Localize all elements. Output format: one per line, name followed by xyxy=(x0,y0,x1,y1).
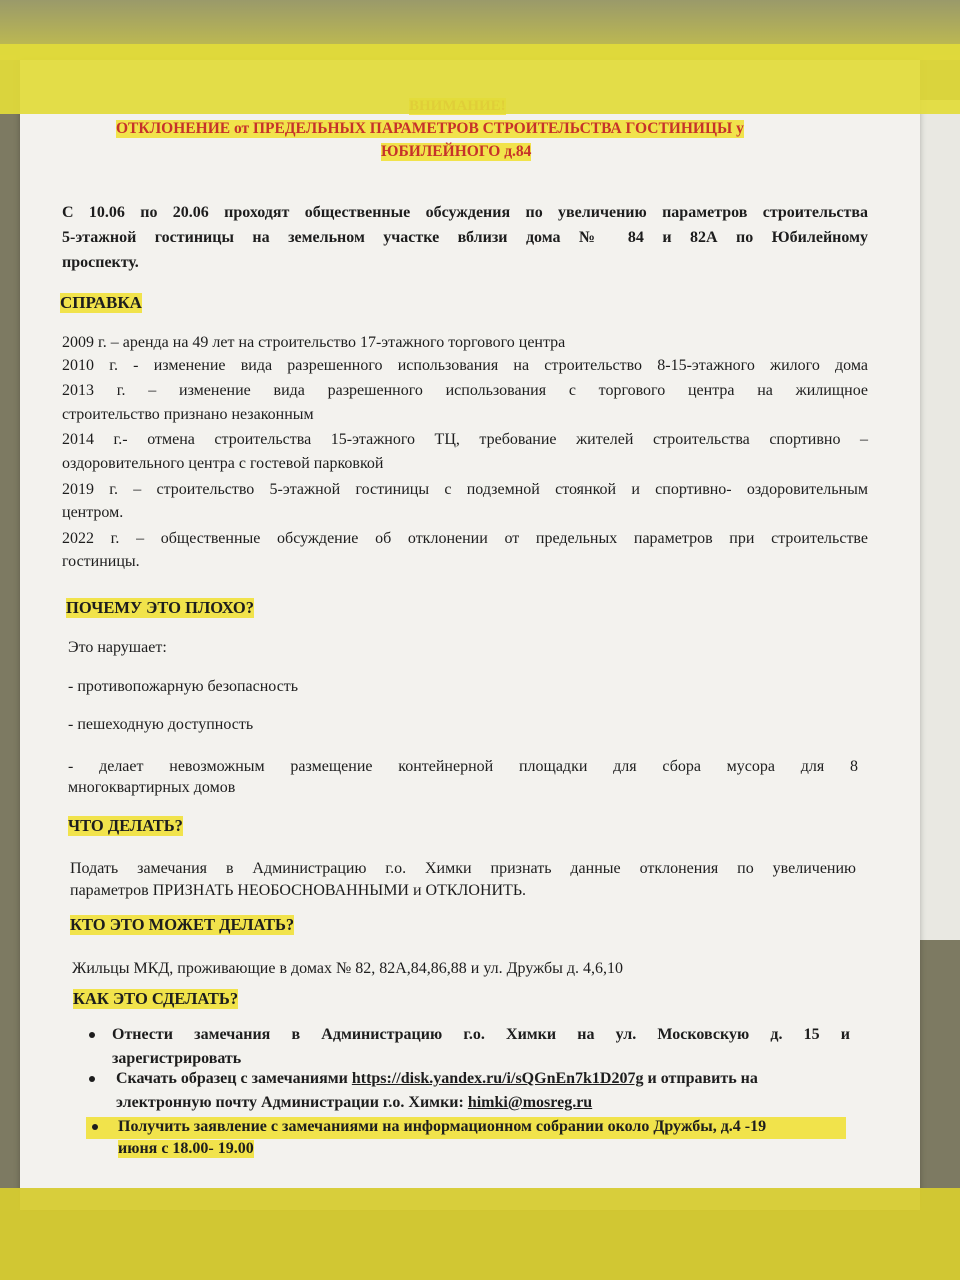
title-line-1: ОТКЛОНЕНИЕ от ПРЕДЕЛЬНЫХ ПАРАМЕТРОВ СТРОИТЕЛЬСТВА ГОСТИНИЦЫ у xyxy=(116,120,744,137)
why-bad-item: - делает невозможным размещение контейнерной площадки для сбора мусора для 8 xyxy=(68,758,858,775)
intro-line-3: проспекту. xyxy=(62,254,139,271)
who-text: Жильцы МКД, проживающие в домах № 82, 82А,84,86,88 и ул. Дружбы д. 4,6,10 xyxy=(72,960,624,977)
how-step-2-line-1 xyxy=(116,1070,758,1088)
bullet-icon xyxy=(92,1124,98,1130)
how-step-2-email-label: электронную почту Администрации г.о. Химки: xyxy=(116,1094,468,1111)
who-heading: КТО ЭТО МОЖЕТ ДЕЛАТЬ? xyxy=(70,915,295,934)
what-to-do-line: параметров ПРИЗНАТЬ НЕОБОСНОВАННЫМИ и ОТКЛОНИТЬ. xyxy=(70,882,527,899)
reference-line: центром. xyxy=(62,504,124,521)
bullet-icon xyxy=(89,1032,95,1038)
how-step-2-text: Скачать образец с замечаниями xyxy=(116,1070,352,1087)
adjacent-paper xyxy=(915,100,960,940)
how-step-2-text-end: и отправить на xyxy=(643,1070,758,1087)
reference-line: 2010 г. - изменение вида разрешенного использования на строительство 8-15-этажного жилого дома xyxy=(62,357,868,374)
how-heading: КАК ЭТО СДЕЛАТЬ? xyxy=(73,989,239,1008)
reference-line: 2014 г.- отмена строительства 15-этажного ТЦ, требование жителей строительства спортивно – xyxy=(62,431,868,448)
intro-line-2: 5-этажной гостиницы на земельном участке вблизи дома № 84 и 82А по Юбилейному xyxy=(62,229,868,246)
why-bad-item: - противопожарную безопасность xyxy=(68,678,299,695)
bullet-icon xyxy=(89,1076,95,1082)
tape-bottom xyxy=(0,1188,960,1280)
how-step-3-line-2: июня с 18.00- 19.00 xyxy=(118,1140,254,1157)
why-bad-item: многоквартирных домов xyxy=(68,779,236,796)
how-step-3-line-1: Получить заявление с замечаниями на информационном собрании около Дружбы, д.4 -19 xyxy=(118,1118,767,1135)
reference-line: 2009 г. – аренда на 49 лет на строительство 17-этажного торгового центра xyxy=(62,334,566,351)
notice-paper xyxy=(20,60,920,1210)
yandex-disk-link[interactable]: https://disk.yandex.ru/i/sQGnEn7k1D207g xyxy=(351,1070,644,1087)
intro-line-1: С 10.06 по 20.06 проходят общественные обсуждения по увеличению параметров строительства xyxy=(62,204,868,221)
why-bad-intro: Это нарушает: xyxy=(68,639,167,656)
how-step-1-line-2: зарегистрировать xyxy=(112,1050,242,1067)
reference-line: гостиницы. xyxy=(62,553,140,570)
what-to-do-line: Подать замечания в Администрацию г.о. Химки признать данные отклонения по увеличению xyxy=(70,860,856,877)
why-bad-item: - пешеходную доступность xyxy=(68,716,254,733)
tape-top xyxy=(0,44,960,114)
reference-line: оздоровительного центра с гостевой парковкой xyxy=(62,455,384,472)
reference-heading: СПРАВКА xyxy=(60,293,142,312)
email-link[interactable]: himki@mosreg.ru xyxy=(467,1094,593,1111)
reference-line: 2013 г. – изменение вида разрешенного использования с торгового центра на жилищное xyxy=(62,382,868,399)
how-step-1-line-1: Отнести замечания в Администрацию г.о. Химки на ул. Московскую д. 15 и xyxy=(112,1026,850,1043)
reference-line: 2019 г. – строительство 5-этажной гостиницы с подземной стоянкой и спортивно- оздоровительным xyxy=(62,481,868,498)
why-bad-heading: ПОЧЕМУ ЭТО ПЛОХО? xyxy=(66,598,254,617)
how-step-2-line-2 xyxy=(116,1094,592,1112)
reference-line: строительство признано незаконным xyxy=(62,406,314,423)
what-to-do-heading: ЧТО ДЕЛАТЬ? xyxy=(68,816,183,835)
title-line-2: ЮБИЛЕЙНОГО д.84 xyxy=(381,143,532,160)
reference-line: 2022 г. – общественные обсуждение об отклонении от предельных параметров при строительстве xyxy=(62,530,868,547)
